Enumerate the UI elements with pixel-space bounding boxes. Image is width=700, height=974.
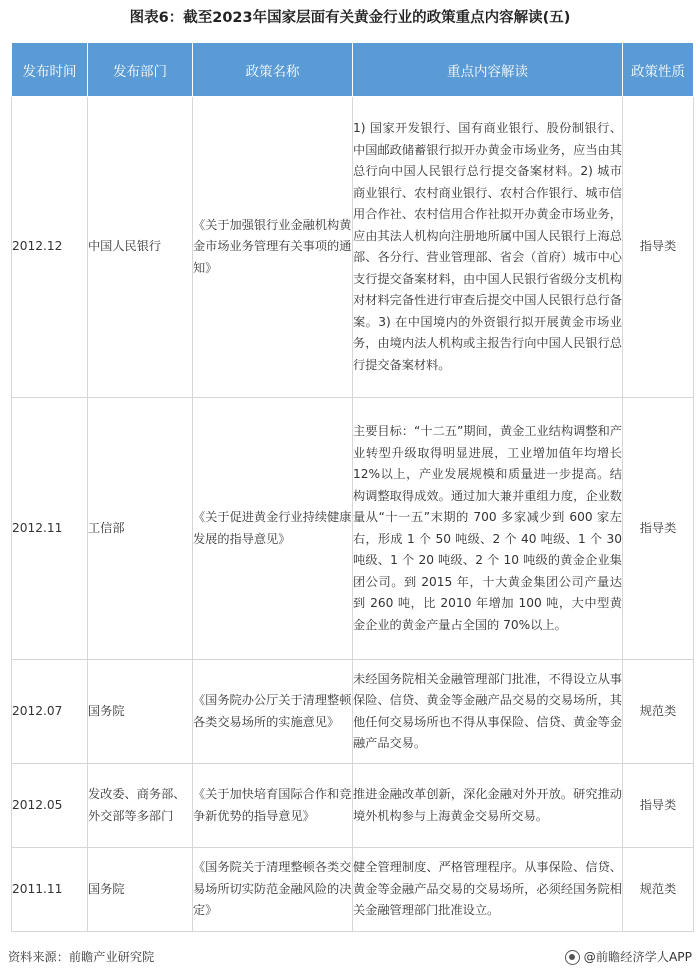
- cell-date: 2012.12: [12, 97, 88, 398]
- cell-content: 主要目标：“十二五”期间，黄金工业结构调整和产业转型升级取得明显进展，工业增加值年均增长12%以上，产业发展规模和质量进一步提高。结构调整取得成效。通过加大兼并重组力度，企业数量从“十一五”末期的 700 多家减少到 600 家左右，形成 1 个 50 吨级、2 个 40 吨级、1 个 30 吨级、1 个 20 吨级、2 个 10 吨级的黄金企业集团公司。到 2015 年，十大黄金集团公司产量达到 260 吨，比 2010 年增加 100 吨，大中型黄金企业的黄金产量占全国的 70%以上。: [353, 398, 623, 660]
- brand-credit: [565, 946, 692, 968]
- qianzhan-logo-icon: [565, 950, 580, 965]
- table-row: [12, 764, 694, 848]
- footer: [8, 946, 692, 968]
- cell-date: 2012.07: [12, 660, 88, 764]
- policy-table: [11, 42, 694, 932]
- header-name: 政策名称: [193, 43, 353, 97]
- header-dept: 发布部门: [88, 43, 193, 97]
- table-row: [12, 398, 694, 660]
- header-nature: 政策性质: [623, 43, 694, 97]
- brand-label: @前瞻经济学人APP: [583, 950, 692, 964]
- cell-policy-name: 《国务院办公厅关于清理整顿各类交易场所的实施意见》: [193, 660, 353, 764]
- cell-dept: 发改委、商务部、外交部等多部门: [88, 764, 193, 848]
- cell-content: 未经国务院相关金融管理部门批准，不得设立从事保险、信贷、黄金等金融产品交易的交易场所，其他任何交易场所也不得从事保险、信贷、黄金等金融产品交易。: [353, 660, 623, 764]
- cell-policy-name: 《关于加强银行业金融机构黄金市场业务管理有关事项的通知》: [193, 97, 353, 398]
- chart-title: 图表6：截至2023年国家层面有关黄金行业的政策重点内容解读(五): [129, 10, 571, 26]
- source-note: 资料来源：前瞻产业研究院: [8, 950, 155, 964]
- cell-content: 1) 国家开发银行、国有商业银行、股份制银行、中国邮政储蓄银行拟开办黄金市场业务，应当由其总行向中国人民银行总行提交备案材料。2) 城市商业银行、农村商业银行、农村合作银行、城市信用合作社、农村信用合作社拟开办黄金市场业务，应由其法人机构向注册地所属中国人民银行上海总部、各分行、营业管理部、省会（首府）城市中心支行提交备案材料，由中国人民银行省级分支机构对材料完备性进行审查后提交中国人民银行总行备案。3) 在中国境内的外资银行拟开展黄金市场业务，由境内法人机构或主报告行向中国人民银行总行提交备案材料。: [353, 97, 623, 398]
- table-row: [12, 660, 694, 764]
- cell-date: 2012.05: [12, 764, 88, 848]
- cell-dept: 中国人民银行: [88, 97, 193, 398]
- cell-nature: 指导类: [623, 764, 694, 848]
- cell-nature: 规范类: [623, 848, 694, 932]
- cell-policy-name: 《关于加快培育国际合作和竞争新优势的指导意见》: [193, 764, 353, 848]
- cell-content: 健全管理制度、严格管理程序。从事保险、信贷、黄金等金融产品交易的交易场所，必须经国务院相关金融管理部门批准设立。: [353, 848, 623, 932]
- cell-nature: 规范类: [623, 660, 694, 764]
- header-content: 重点内容解读: [353, 43, 623, 97]
- cell-nature: 指导类: [623, 97, 694, 398]
- cell-nature: 指导类: [623, 398, 694, 660]
- cell-dept: 国务院: [88, 848, 193, 932]
- header-date: 发布时间: [12, 43, 88, 97]
- cell-date: 2011.11: [12, 848, 88, 932]
- cell-policy-name: 《关于促进黄金行业持续健康发展的指导意见》: [193, 398, 353, 660]
- table-row: [12, 97, 694, 398]
- cell-dept: 国务院: [88, 660, 193, 764]
- cell-content: 推进金融改革创新，深化金融对外开放。研究推动境外机构参与上海黄金交易所交易。: [353, 764, 623, 848]
- cell-policy-name: 《国务院关于清理整顿各类交易场所切实防范金融风险的决定》: [193, 848, 353, 932]
- cell-dept: 工信部: [88, 398, 193, 660]
- cell-date: 2012.11: [12, 398, 88, 660]
- table-header-row: [12, 43, 694, 97]
- table-row: [12, 848, 694, 932]
